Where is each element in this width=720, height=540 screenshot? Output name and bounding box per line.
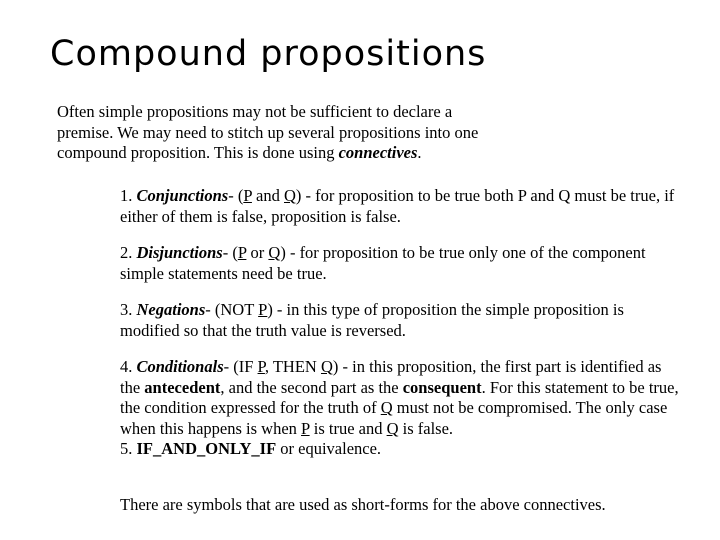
variable-q: Q bbox=[284, 186, 296, 205]
item-text: is true and bbox=[309, 418, 387, 438]
item-conditionals-block bbox=[120, 357, 680, 460]
item-text: , and the second part as the bbox=[220, 377, 403, 397]
item-term: Disjunctions bbox=[136, 243, 223, 262]
intro-emphasis: connectives bbox=[338, 143, 418, 162]
item-text: ) - for proposition to be true both P and Q must be true, if either of them is false, proposition is false. bbox=[120, 186, 675, 226]
item-negations bbox=[120, 300, 680, 341]
item-text: - (NOT bbox=[205, 300, 259, 319]
item-number: 5. bbox=[120, 439, 137, 458]
item-text: or equivalence. bbox=[276, 439, 382, 458]
item-disjunctions bbox=[120, 243, 680, 284]
variable-p: P bbox=[257, 357, 265, 376]
intro-paragraph bbox=[57, 102, 497, 164]
item-text: ) - for proposition to be true only one of the component simple statements need be true. bbox=[120, 243, 646, 283]
intro-end: . bbox=[417, 143, 422, 162]
item-text: must not be compromised. The only case when this happens is when bbox=[120, 398, 668, 438]
item-text: ) - in this proposition, the first part is identified as the bbox=[120, 357, 662, 397]
item-text: - (IF bbox=[223, 357, 258, 376]
item-conjunctions bbox=[120, 186, 680, 227]
variable-q: Q bbox=[268, 243, 281, 262]
variable-q: Q bbox=[380, 398, 393, 417]
item-term: Conditionals bbox=[136, 357, 224, 376]
item-term: Negations bbox=[136, 300, 206, 319]
item-text: , THEN bbox=[264, 357, 321, 376]
item-iff bbox=[120, 439, 680, 460]
item-text: - ( bbox=[222, 243, 238, 262]
item-number: 2. bbox=[120, 243, 137, 262]
variable-q: Q bbox=[386, 418, 399, 438]
variable-p: P bbox=[237, 243, 247, 262]
variable-p: P bbox=[301, 418, 310, 438]
term-consequent: consequent bbox=[402, 377, 482, 397]
item-number: 3. bbox=[120, 300, 137, 319]
item-text: - ( bbox=[228, 186, 244, 205]
item-text: and bbox=[251, 186, 284, 205]
variable-q: Q bbox=[320, 357, 333, 376]
item-text: ) - in this type of proposition the simple proposition is modified so that the truth value is reversed. bbox=[120, 300, 624, 340]
item-text: . For this statement to be true, the condition expressed for the truth of bbox=[120, 377, 679, 417]
item-conditionals bbox=[120, 357, 680, 439]
item-text: is false. bbox=[398, 418, 454, 438]
item-number: 4. bbox=[120, 357, 137, 376]
item-number: 1. bbox=[120, 186, 137, 205]
item-text: or bbox=[246, 243, 269, 262]
slide-title: Compound propositions bbox=[50, 34, 487, 74]
item-term: Conjunctions bbox=[136, 186, 229, 205]
intro-text: Often simple propositions may not be sufficient to declare a premise. We may need to stitch up several propositions into one compound proposition. This is done using bbox=[57, 102, 479, 162]
variable-p: P bbox=[243, 186, 252, 205]
variable-p: P bbox=[258, 300, 268, 319]
footer-note: There are symbols that are used as short-forms for the above connectives. bbox=[120, 495, 606, 514]
term-antecedent: antecedent bbox=[144, 377, 221, 397]
item-term: IF_AND_ONLY_IF bbox=[136, 439, 277, 458]
